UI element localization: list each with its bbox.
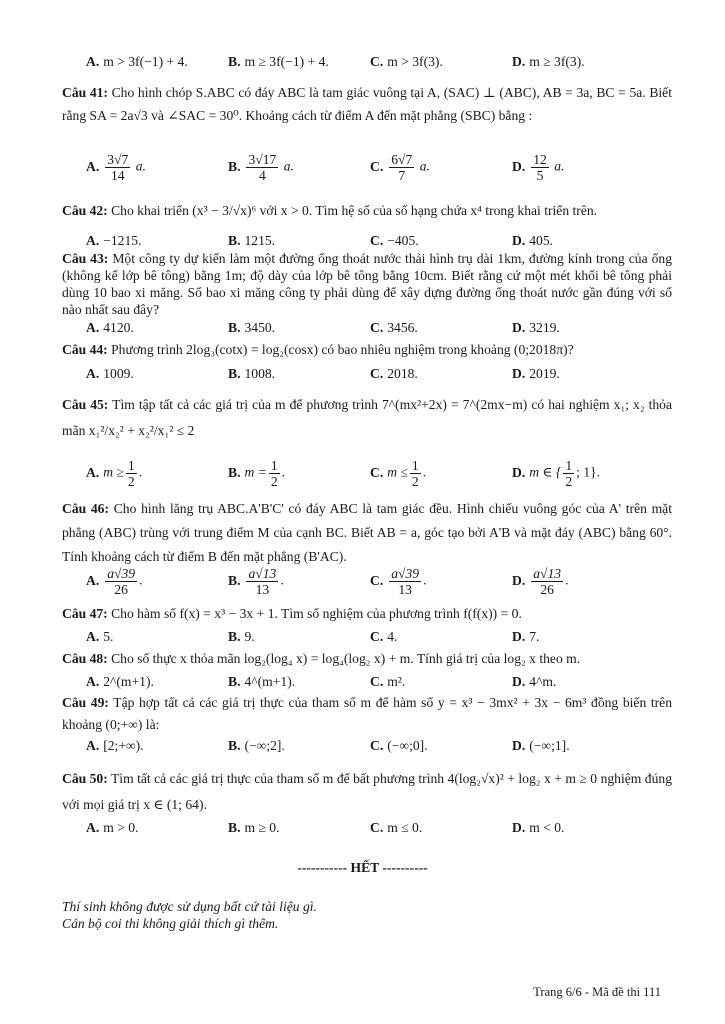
option-b: B. 1215. xyxy=(228,233,276,248)
question-42: Câu 42: Cho khai triển (x³ − 3/√x)⁶ với x > 0. Tìm hệ số của số hạng chứa x⁴ trong khai triển trên. xyxy=(62,203,598,218)
question-45: Câu 45: Tìm tập tất cả các giá trị của m để phương trình 7^(mx²+2x) = 7^(2mx−m) có hai nghiệm x₁; x₂ thỏa mãn x₁²/x₂² + x₂²/x₁² ≤ 2 xyxy=(62,397,673,438)
option-d: D. 405. xyxy=(512,233,554,248)
option-d: D. m < 0. xyxy=(512,820,565,835)
option-a: A. $\frac{a√39}{26}$ . xyxy=(86,566,143,597)
option-d: D. 7. xyxy=(512,629,540,644)
option-a: A. 4120. xyxy=(86,320,134,335)
question-48: Câu 48: Cho số thực x thỏa mãn log₂(log₄ x) = log₄(log₂ x) + m. Tính giá trị của log₂ x theo m. xyxy=(62,651,581,666)
option-a: A. 5. xyxy=(86,629,114,644)
option-b: B. (−∞;2]. xyxy=(228,738,285,753)
q47-options xyxy=(86,629,676,649)
option-d: D. (−∞;1]. xyxy=(512,738,570,753)
option-d: D. 2019. xyxy=(512,366,560,381)
option-c: C. m ≤ $\frac{1}{2}$ . xyxy=(370,458,427,489)
option-b: B. 9. xyxy=(228,629,255,644)
question-43: Câu 43: Một công ty dự kiến làm một đường ống thoát nước thải hình trụ dài 1km, đường kính trong của ống (không kể lớp bê tông) bằng 1m; độ dày của lớp bê tông bằng 10cm. Biết rằng cứ một mét khối bê tông phải dùng 10 bao xi măng. Số bao xi măng công ty phải dùng để xây dựng đường ống thoát nước gần đúng với số nào nhất sau đây? xyxy=(62,251,672,317)
option-a: A. m ≥ $\frac{1}{2}$ . xyxy=(86,458,143,489)
exam-notes xyxy=(62,898,317,932)
option-d: D. 4^m. xyxy=(512,674,557,689)
option-c: C. m². xyxy=(370,674,406,689)
question-46: Câu 46: Cho hình lăng trụ ABC.A'B'C' có đáy ABC là tam giác đều. Hình chiếu vuông góc của A' trên mặt phẳng (ABC) trùng với trung điểm M của cạnh BC. Biết AB = a, góc tạo bởi A'B và mặt đáy (ABC) bằng 60°. Tính khoảng cách từ điểm B đến mặt phẳng (B'AC). xyxy=(62,501,672,564)
option-c: C. 3456. xyxy=(370,320,418,335)
option-d: D. m ≥ 3f(3). xyxy=(512,54,585,69)
option-b: B. 4^(m+1). xyxy=(228,674,296,689)
page-footer: Trang 6/6 - Mã đề thi 111 xyxy=(533,985,661,999)
option-a: A. 2^(m+1). xyxy=(86,674,154,689)
option-c: C. 2018. xyxy=(370,366,418,381)
q49-options xyxy=(86,738,676,758)
question-49: Câu 49: Tập hợp tất cả các giá trị thực của tham số m để hàm số y = x³ − 3mx² + 3x − 6m³ đồng biến trên khoảng (0;+∞) là: xyxy=(62,695,672,732)
q44-options xyxy=(86,366,676,386)
option-d: D. $\frac{12}{5}$ a. xyxy=(512,152,565,183)
option-d: D. $\frac{a√13}{26}$ . xyxy=(512,566,569,597)
q48-options xyxy=(86,674,676,694)
option-a: A. [2;+∞). xyxy=(86,738,144,753)
question-50: Câu 50: Tìm tất cả các giá trị thực của tham số m để bất phương trình 4(log₂√x)² + log₂ x + m ≥ 0 nghiệm đúng với mọi giá trị x ∈ (1; 64). xyxy=(62,771,672,812)
q46-options xyxy=(86,566,676,600)
option-c: C. m ≤ 0. xyxy=(370,820,423,835)
option-a: A. m > 3f(−1) + 4. xyxy=(86,54,188,69)
option-b: B. m = $\frac{1}{2}$ . xyxy=(228,458,286,489)
note-line-1: Thí sinh không được sử dụng bất cứ tài liệu gì. xyxy=(62,899,317,914)
option-a: A. $\frac{3√7}{14}$ a. xyxy=(86,152,146,183)
option-a: A. −1215. xyxy=(86,233,142,248)
option-b: B. $\frac{a√13}{13}$ . xyxy=(228,566,284,597)
option-c: C. 4. xyxy=(370,629,398,644)
question-44: Câu 44: Phương trình 2log₃(cotx) = log₂(cosx) có bao nhiêu nghiệm trong khoảng (0;2018π)? xyxy=(62,342,574,357)
option-d: D. 3219. xyxy=(512,320,560,335)
option-b: B. 1008. xyxy=(228,366,276,381)
option-c: C. m > 3f(3). xyxy=(370,54,443,69)
option-a: A. m > 0. xyxy=(86,820,139,835)
q43-options xyxy=(86,320,676,340)
option-b: B. m ≥ 3f(−1) + 4. xyxy=(228,54,329,69)
end-mark: ----------- HẾT ---------- xyxy=(297,860,428,875)
question-47: Câu 47: Cho hàm số f(x) = x³ − 3x + 1. Tìm số nghiệm của phương trình f(f(x)) = 0. xyxy=(62,606,522,621)
option-c: C. −405. xyxy=(370,233,419,248)
option-c: C. $\frac{6√7}{7}$ a. xyxy=(370,152,430,183)
option-a: A. 1009. xyxy=(86,366,134,381)
option-b: B. $\frac{3√17}{4}$ a. xyxy=(228,152,294,183)
q41-options xyxy=(86,152,676,186)
option-c: C. (−∞;0]. xyxy=(370,738,428,753)
option-b: B. 3450. xyxy=(228,320,276,335)
q40-options xyxy=(86,54,676,74)
note-line-2: Cán bộ coi thi không giải thích gì thêm. xyxy=(62,916,279,931)
question-41: Câu 41: Cho hình chóp S.ABC có đáy ABC là tam giác vuông tại A, (SAC) ⊥ (ABC), AB = 3a, BC = 5a. Biết rằng SA = 2a√3 và ∠SAC = 30⁰. Khoảng cách từ điểm A đến mặt phẳng (SBC) bằng : xyxy=(62,85,672,123)
option-d: D. m ∈ { $\frac{1}{2}$ ; 1}. xyxy=(512,458,601,489)
q45-options xyxy=(86,458,676,492)
option-b: B. m ≥ 0. xyxy=(228,820,280,835)
q50-options xyxy=(86,820,676,840)
option-c: C. $\frac{a√39}{13}$ . xyxy=(370,566,427,597)
